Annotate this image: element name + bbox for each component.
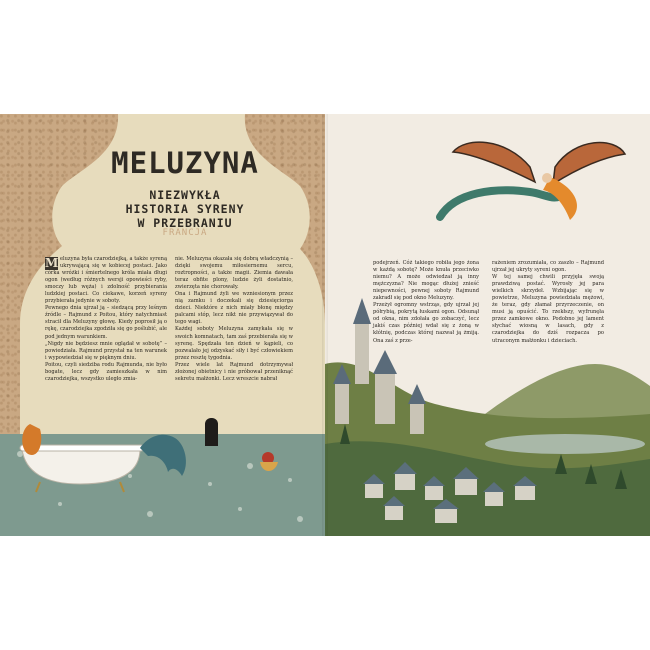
right-page [325,114,650,536]
text-column-2 [175,256,293,383]
drop-cap: M [45,256,59,270]
subtitle-line-2: HISTORIA SYRENY [125,202,245,216]
paragraph: rażeniem zrozumiała, co zaszło – Rajmund ujrzał jej ukryty syreni ogon. [492,260,604,274]
text-column-4 [492,260,604,345]
paragraph: nie. Meluzyna okazała się dobrą władczynią – dzięki swojemu miłosiernemu sercu, roztropności, a także magii. Ziemia dawała teraz obfite plony, ludzie żyli dostatnio, zwierzęta nie chorowały. [175,256,293,291]
paragraph: Pewnego dnia ujrzał ją – siedzącą przy leśnym źródle – Rajmund z Poitou, który natychmiast stracił dla Meluzyny głowę. Kiedy poprosił ją o rękę, czarodziejka zgodziła się go poślubić, ale pod jednym warunkiem. [45,305,167,340]
mermaid-bathtub-illustration [0,414,325,494]
book-spread [0,114,650,536]
text-column-1 [45,256,167,383]
paragraph: W tej samej chwili przyjęła swoją prawdziwą postać. Wyrosły jej para wielkich skrzydeł. Wzbijając się w powietrze, Meluzyna powiedziała mężowi, że teraz, gdy złamał przyrzeczenie, on musi ją opuścić. To rzekłszy, wyfrunęła przez zamkowe okno. Podobno jej lament słychać wiosną w lasach, gdy z czarodziejka do dziś rozpacza po utraconym małżonku i dzieciach. [492,274,604,344]
subtitle-line-3: W PRZEBRANIU [137,216,233,230]
left-page [0,114,325,536]
paragraph: Poitou, czyli siedziba rodu Rajmunda, nie było bogate, lecz gdy zamieszkała w nim czarodziejka, wszystko uległo zmia- [45,361,167,382]
paragraph: „Nigdy nie będziesz mnie oglądał w sobotę” – powiedziała. Rajmund przystał na ten warunek i wypowiedział się w pięknym dniu. [45,340,167,361]
page-title: MELUZYNA [111,146,259,180]
paragraph: Ona i Rajmund żyli we wzniesionym przez nią zamku i doczekali się dziesięciorga dzieci. Niektóre z nich miały błonę między palcami stóp, lecz nikt nie przywiązywał do tego wagi. [175,291,293,326]
paragraph: Każdej soboty Meluzyna zamykała się w swoich komnatach, tam zaś przebierała się w syrenę. Spędzała ten dzień w kąpieli, co pozwalało jej odzyskać siły i być człowiekiem przez resztę tygodnia. [175,326,293,361]
subtitle-line-1: NIEZWYKŁA [149,188,221,202]
paragraph: Przez wiele lat Rajmund dotrzymywał złożonej obietnicy i nie próbował przeniknąć sekretu małżonki. Lecz wreszcie nabrał [175,361,293,382]
paragraph: Przeżył ogromny wstrząs, gdy ujrzał jej półrybią, pokrytą łuskami ogon. Odsunął od okna, nim zdołała go zobaczyć, lecz jakiś czas później wdał się z żoną w kłótnię, podczas której nazwał ją żmiją. Ona zaś z prze- [373,302,479,344]
text-column-3 [373,260,479,345]
book-gutter [322,114,328,536]
winged-serpent-illustration [435,132,635,222]
mountain [485,364,650,424]
paragraph: podejrzeń. Cóż takiego robiła jego żona w każdą sobotę? Może knuła przeciwko niemu? A może odwiedzał ją inny mężczyzna? Nie mogąc dłużej znieść niepewności, pewnej soboty Rajmund zakradł się pod okno Meluzyny. [373,260,479,302]
paragraph-text: eluzyna była czarodziejką, a także syreną ukrywającą się w kobiecej postaci. Jako córka wróżki i śmiertelnego króla miała długi ogon (według różnych wersji opowieści ryby, smoczy lub węża) i zdolność przybierania ludzkiej postaci. Co ciekawe, korzeń syreny przybierała jedynie w soboty. [45,256,167,305]
paragraph [45,256,167,305]
country-label: FRANCJA [162,228,208,238]
